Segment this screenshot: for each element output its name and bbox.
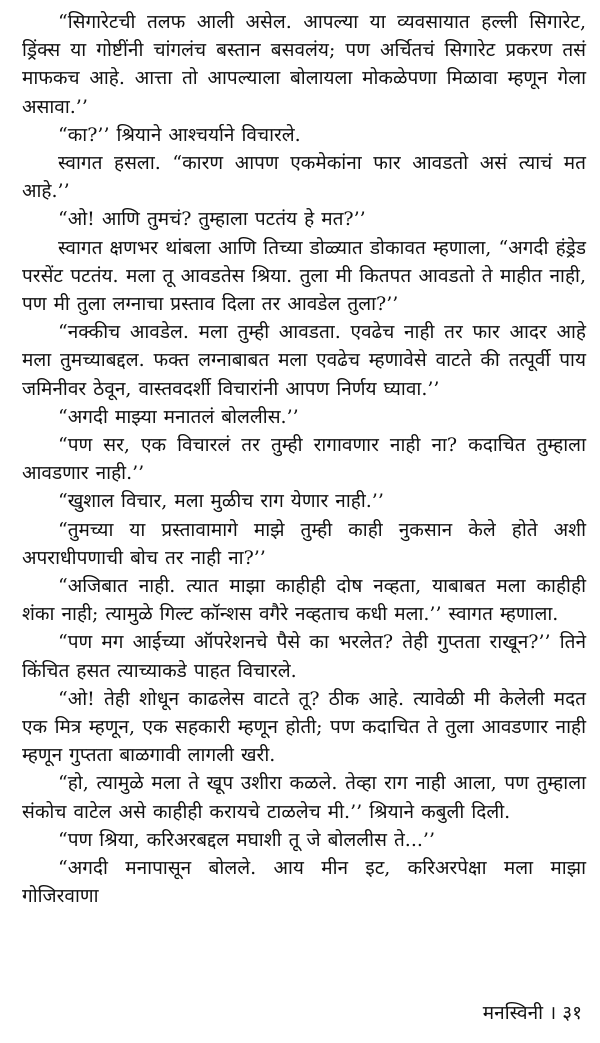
paragraph-1: “सिगारेटची तलफ आली असेल. आपल्या या व्यवसायात हल्ली सिगारेट, ड्रिंक्स या गोष्टींनी चांगलंच बस्तान बसवलंय; पण अर्चितचं सिगारेट प्रकरण तसं माफकच आहे. आत्ता तो आपल्याला बोलायला मोकळेपणा मिळावा म्हणून गेला असावा.’’ — [22, 11, 586, 118]
footer-separator: । — [549, 1002, 557, 1024]
page-footer — [483, 1000, 582, 1026]
paragraph-2: “का?’’ श्रियाने आश्चर्याने विचारले. — [58, 123, 301, 146]
paragraph-11: “अजिबात नाही. त्यात माझा काहीही दोष नव्हता, याबाबत मला काहीही शंका नाही; त्यामुळे गिल्ट कॉन्शस वगैरे नव्हताच कधी मला.’’ स्वागत म्हणाला. — [22, 575, 586, 626]
paragraph-9: “खुशाल विचार, मला मुळीच राग येणार नाही.’’ — [58, 490, 384, 513]
paragraph-13: “ओ! तेही शोधून काढलेस वाटते तू? ठीक आहे. त्यावेळी मी केलेली मदत एक मित्र म्हणून, एक सहकारी म्हणून होती; पण कदाचित ते तुला आवडणार नाही म्हणून गुप्तता बाळगावी लागली खरी. — [22, 687, 586, 767]
book-title: मनस्विनी — [482, 1002, 544, 1024]
paragraph-8: “पण सर, एक विचारलं तर तुम्ही रागावणार नाही ना? कदाचित तुम्हाला आवडणार नाही.’’ — [22, 434, 586, 485]
paragraph-6: “नक्कीच आवडेल. मला तुम्ही आवडता. एवढेच नाही तर फार आदर आहे मला तुमच्याबद्दल. फक्त लग्नाबाबत मला एवढेच म्हणावेसे वाटते की तत्पूर्वी पाय जमिनीवर ठेवून, वास्तवदर्शी विचारांनी आपण निर्णय घ्यावा.’’ — [22, 321, 586, 400]
paragraph-7: “अगदी माझ्या मनातलं बोललीस.’’ — [58, 405, 299, 428]
paragraph-15: “पण श्रिया, करिअरबद्दल मघाशी तू जे बोललीस ते...’’ — [58, 828, 435, 851]
paragraph-14: “हो, त्यामुळे मला ते खूप उशीरा कळले. तेव्हा राग नाही आला, पण तुम्हाला संकोच वाटेल असे काहीही करायचे टाळलेच मी.’’ श्रियाने कबुली दिली. — [22, 772, 586, 823]
paragraph-16: “अगदी मनापासून बोलले. आय मीन इट, करिअरपेक्षा मला माझा गोजिरवाणा — [22, 857, 586, 908]
paragraph-4: “ओ! आणि तुमचं? तुम्हाला पटतंय हे मत?’’ — [58, 208, 366, 231]
body-text — [22, 8, 586, 911]
paragraph-5: स्वागत क्षणभर थांबला आणि तिच्या डोळ्यात डोकावत म्हणाला, “अगदी हंड्रेड परसेंट पटतंय. मला तू आवडतेस श्रिया. तुला मी कितपत आवडतो ते माहीत नाही, पण मी तुला लग्नाचा प्रस्ताव दिला तर आवडेल तुला?’’ — [22, 236, 586, 316]
paragraph-12: “पण मग आईच्या ऑपरेशनचे पैसे का भरलेत? तेही गुप्तता राखून?’’ तिने किंचित हसत त्याच्याकडे पाहत विचारले. — [22, 631, 586, 682]
paragraph-10: “तुमच्या या प्रस्तावामागे माझे तुम्ही काही नुकसान केले होते अशी अपराधीपणाची बोच तर नाही ना?’’ — [22, 518, 586, 569]
page-number: ३१ — [562, 1002, 582, 1024]
paragraph-3: स्वागत हसला. “कारण आपण एकमेकांना फार आवडतो असं त्याचं मत आहे.’’ — [22, 152, 586, 203]
